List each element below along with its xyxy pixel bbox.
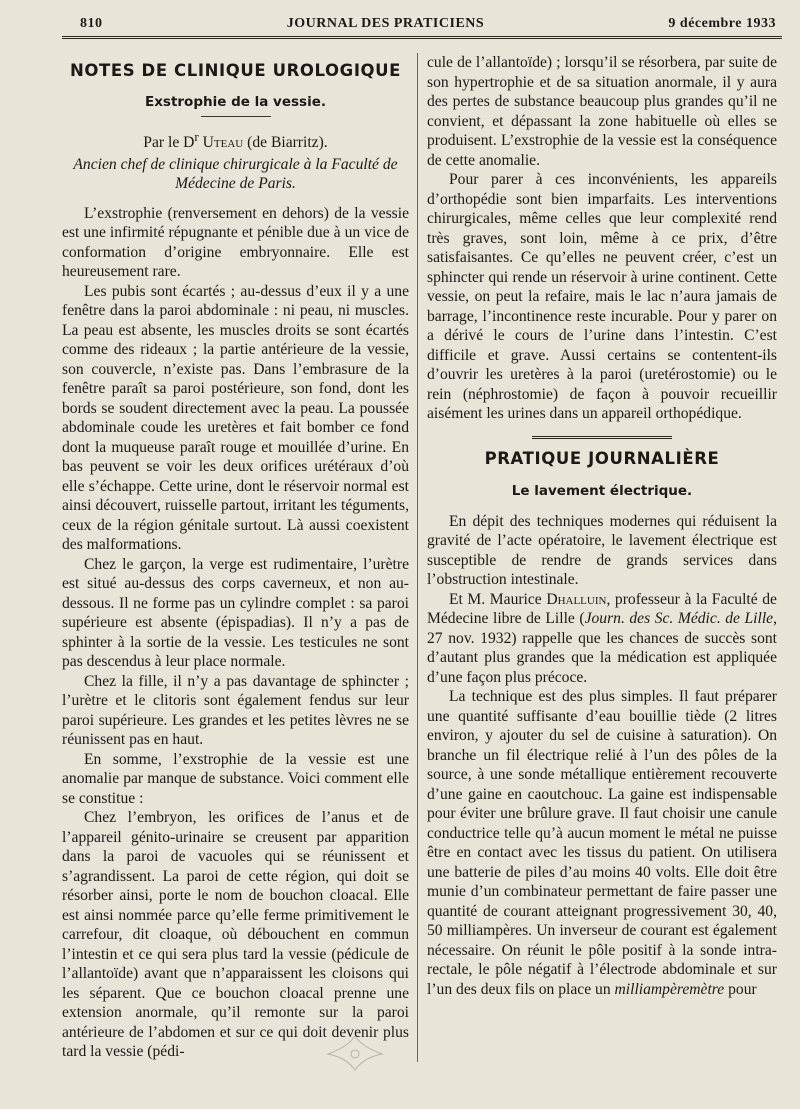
paragraph: La technique est des plus simples. Il faut préparer une quantité suffisante d’eau bouillie tiède (2 litres environ, y ajouter du sel de cuisine à saturation). On branche un fil électrique relié à l’un des pôles de la source, à une sonde métallique entièrement recouverte d’une gaine en caoutchouc. La gaine est indispensable pour éviter une brûlure grave. Il faut choisir une canule conductrice telle qu’à aucun moment le métal ne puisse être en contact avec les tissus du patient. On utilisera une batterie de piles d’au moins 40 volts. Elle doit être munie d’un combinateur permettant de faire passer une quantité de courant atteignant progressivement 30, 40, 50 milliampères. Un inverseur de courant est également nécessaire. On réunit le pôle positif à la sonde intra-rectale, le pôle négatif à l’électrode abdominale et sur l’un des deux fils on place un milliampèremètre pour [427, 688, 777, 998]
section-heading-urologie: NOTES DE CLINIQUE UROLOGIQUE [69, 61, 402, 80]
right-column [417, 53, 777, 1062]
paragraph: Chez l’embryon, les orifices de l’anus et de l’appareil génito-urinaire se creusent par apparition dans la paroi de vacuoles qui se réunissent et s’agrandissent. La paroi de cette région, qui doit se résorber ainsi, porte le nom de bouchon cloacal. Elle est ainsi nommée parce qu’elle ferme primitivement le carrefour, dit cloaque, où débouchent en commun l’intestin et ce qui sera plus tard la vessie (pédicule de l’allantoïde) avant que n’apparaissent les cloisons qui les séparent. Que ce bouchon cloacal prenne une extension anormale, qu’il remonte sur la paroi antérieure de l’abdomen et sur ce qui doit devenir plus tard la vessie (pédi- [62, 809, 409, 1061]
section-separator [532, 436, 672, 439]
paragraph: Pour parer à ces inconvénients, les appareils d’orthopédie sont bien imparfaits. Les interventions chirurgicales, même celles que leur complexité rend très graves, sont loin, même à ce prix, d’être satisfaisantes. Ce qu’elles ne peuvent créer, c’est un sphincter qui rende un réservoir à urine continent. Cette vessie, on peut la refaire, mais le lac n’aura jamais de barrage, l’incontinence reste incurable. Pour y parer on a dérivé le cours de l’urine dans l’intestin. C’est difficile et grave. Aussi certains se contentent-ils d’ouvrir les uretères à la paroi (uretérostomie) ou le rein (néphrostomie) de façon à pouvoir recueillir aisément les urines dans un appareil orthopédique. [427, 171, 777, 422]
paragraph: Chez le garçon, la verge est rudimentaire, l’urètre est situé au-dessus des corps caverneux, et non au-dessous. Il ne forme pas un cylindre complet : sa paroi supérieure est absente (épispadias). Il n’y a pas de sphinter à la sortie de la vessie. Les testicules ne sont pas descendus à leur place normale. [62, 555, 409, 671]
paragraph: Chez la fille, il n’y a pas davantage de sphincter ; l’urètre et le clitoris sont également fendus sur leur paroi supérieure. Les grandes et les petites lèvres ne se réunissent pas en haut. [62, 672, 409, 749]
section-heading-pratique: PRATIQUE JOURNALIÈRE [484, 448, 720, 468]
running-head [62, 14, 782, 39]
author-affiliation: Ancien chef de clinique chirurgicale à la Faculté de Médecine de Paris. [73, 155, 398, 193]
printer-ornament-icon [320, 1032, 390, 1072]
two-column-body [62, 53, 782, 1062]
byline: Par le $D^r$ Uteau (de Biarritz). [143, 129, 328, 152]
paragraph: En dépit des techniques modernes qui réduisent la gravité de l’acte opératoire, le lavement électrique est susceptible de rendre de grands services dans l’obstruction intestinale. [427, 512, 777, 588]
author-name: Dhalluin [546, 590, 607, 608]
left-column [62, 53, 417, 1062]
journal-citation: Journ. des Sc. Médic. de Lille [584, 610, 774, 627]
article-title-lavement: Le lavement électrique. [511, 483, 693, 499]
paragraph: L’exstrophie (renversement en dehors) de la vessie est une infirmité répugnante et pénible due à un vice de conformation d’origine embryonnaire. Elle est heureusement rare. [62, 204, 409, 281]
issue-date: 9 décembre 1933 [668, 16, 776, 31]
paragraph: Les pubis sont écartés ; au-dessus d’eux il y a une fenêtre dans la paroi abdominale : ni peau, ni muscles. La peau est absente, les muscles droits se sont écartés comme des rideaux ; la partie antérieure de la vessie, son couvercle, n’existe pas. Dans l’embrasure de la fenêtre paraît sa paroi postérieure, son fond, dont les bords se soudent directement avec la peau. La poussée abdominale coude les uretères et fait bomber ce fond dont la muqueuse paraît rouge et mouillée d’urine. En bas peuvent se voir les deux orifices urétéraux d’où elle s’échappe. Cette urine, dont le réservoir normal est ainsi découvert, ruisselle partout, irritant les téguments, ceux de la région génitale surtout. Là aussi coexistent des malformations. [62, 282, 409, 554]
paragraph: En somme, l’exstrophie de la vessie est une anomalie par manque de substance. Voici comment elle se constitue : [62, 750, 409, 807]
page-number: 810 [80, 16, 103, 31]
paragraph: Et M. Maurice Dhalluin, professeur à la Faculté de Médecine libre de Lille (Journ. des Sc. Médic. de Lille, 27 nov. 1932) rappelle que les chances de succès sont d’autant plus grandes que la médication est appliquée d’une façon plus précoce. [427, 590, 777, 686]
title-rule [201, 116, 271, 117]
paragraph-continued: cule de l’allantoïde) ; lorsqu’il se résorbera, par suite de son hypertrophie et de sa situation anormale, il y aura des pertes de substance beaucoup plus grandes qu’il ne convient, et dépassant la zone habituelle où elles se produisent. L’exstrophie de la vessie est la conséquence de cette anomalie. [427, 54, 777, 169]
article-title-exstrophie: Exstrophie de la vessie. [144, 93, 326, 110]
journal-title: JOURNAL DES PRATICIENS [286, 16, 485, 31]
author-name: Uteau [202, 134, 244, 152]
